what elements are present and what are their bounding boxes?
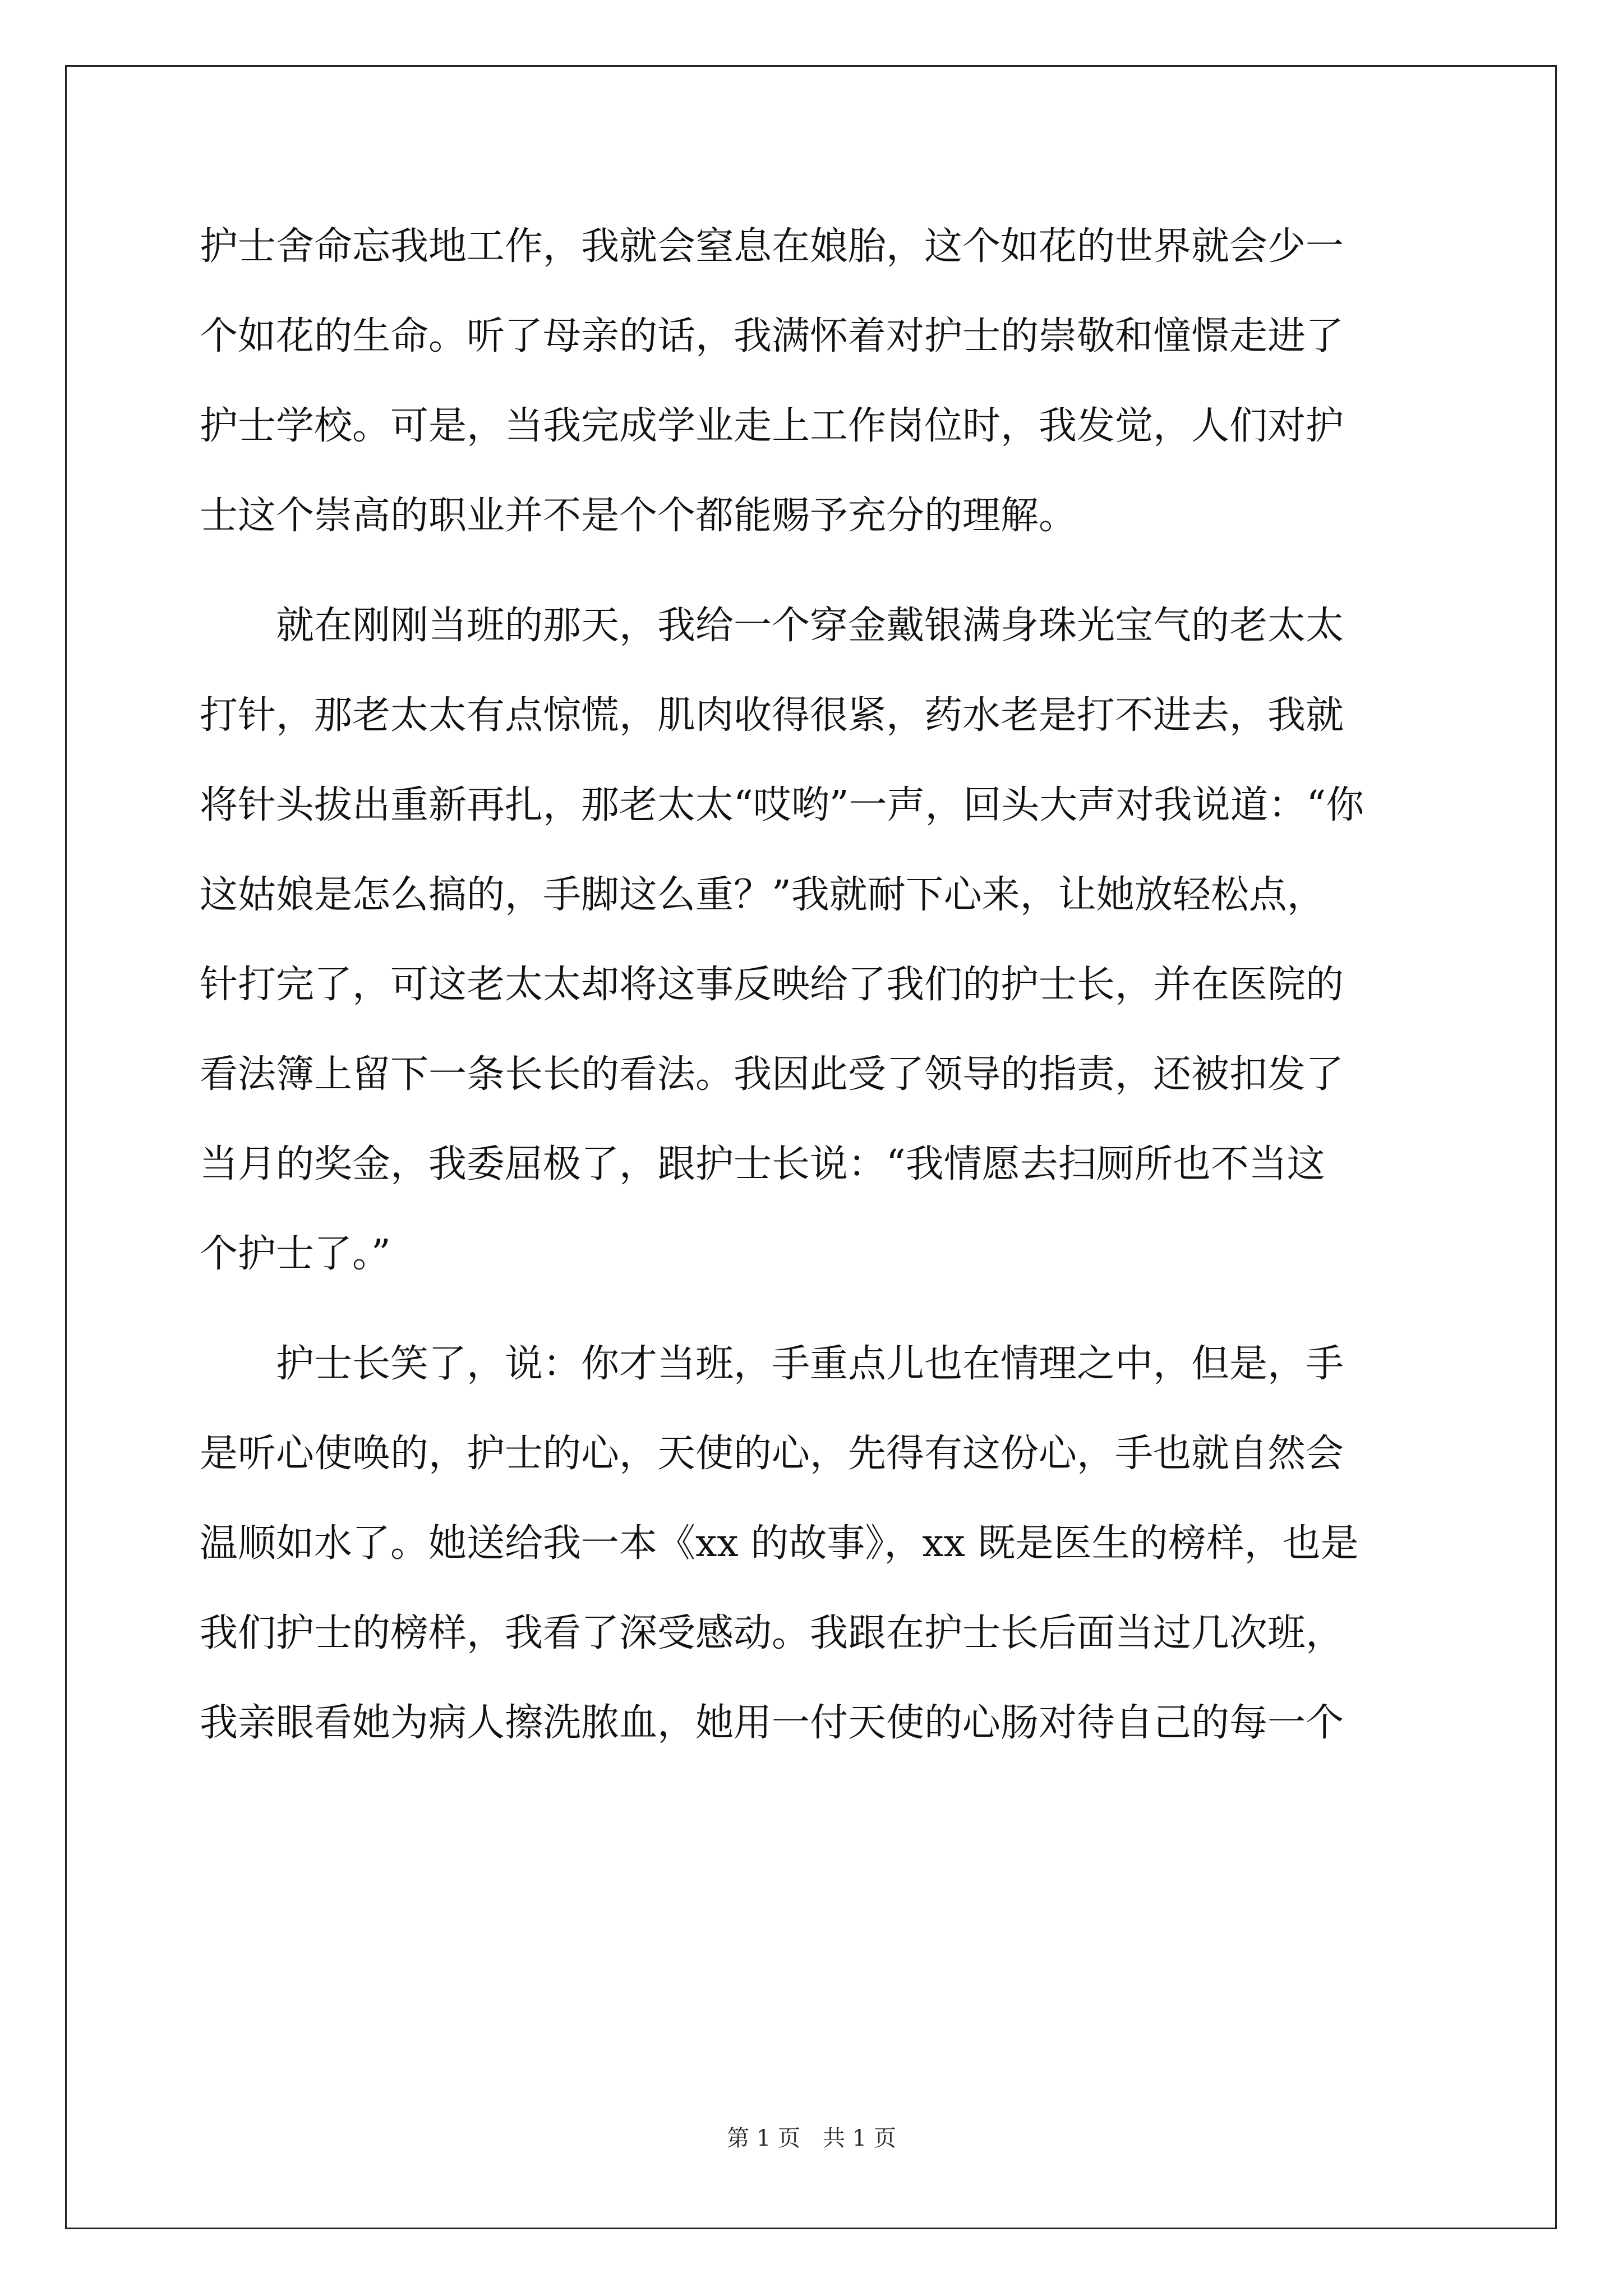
text-line: 这姑娘是怎么搞的，手脚这么重？”我就耐下心来，让她放轻松点， — [200, 873, 1325, 917]
text-line: 个如花的生命。听了母亲的话，我满怀着对护士的崇敬和憧憬走进了 — [200, 314, 1344, 358]
text-line: 护士舍命忘我地工作，我就会窒息在娘胎，这个如花的世界就会少一 — [200, 224, 1344, 269]
text-line: 看法簿上留下一条长长的看法。我因此受了领导的指责，还被扣发了 — [200, 1052, 1344, 1097]
text-line: 针打完了，可这老太太却将这事反映给了我们的护士长，并在医院的 — [200, 963, 1344, 1007]
text-line: 是听心使唤的，护士的心，天使的心，先得有这份心，手也就自然会 — [200, 1432, 1344, 1476]
paragraph-first-line: 就在刚刚当班的那天，我给一个穿金戴银满身珠光宝气的老太太 — [276, 604, 1344, 648]
text-line: 我们护士的榜样，我看了深受感动。我跟在护士长后面当过几次班， — [200, 1611, 1344, 1655]
text-line: 我亲眼看她为病人擦洗脓血，她用一付天使的心肠对待自己的每一个 — [200, 1701, 1344, 1745]
text-line: 温顺如水了。她送给我一本《xx 的故事》，xx 既是医生的榜样，也是 — [200, 1521, 1359, 1566]
text-line: 打针，那老太太有点惊慌，肌肉收得很紧，药水老是打不进去，我就 — [200, 693, 1344, 738]
text-line: 护士学校。可是，当我完成学业走上工作岗位时，我发觉，人们对护 — [200, 404, 1344, 448]
text-line: 个护士了。” — [200, 1232, 391, 1276]
text-line: 当月的奖金，我委屈极了，跟护士长说：“我情愿去扫厕所也不当这 — [200, 1142, 1325, 1186]
text-line: 将针头拔出重新再扎，那老太太“哎哟”一声，回头大声对我说道：“你 — [200, 783, 1364, 827]
document-body — [200, 222, 1425, 1788]
page-footer: 第 1 页 共 1 页 — [727, 2125, 896, 2151]
paragraph-first-line: 护士长笑了，说：你才当班，手重点儿也在情理之中，但是，手 — [276, 1342, 1344, 1386]
text-line: 士这个崇高的职业并不是个个都能赐予充分的理解。 — [200, 494, 1077, 538]
